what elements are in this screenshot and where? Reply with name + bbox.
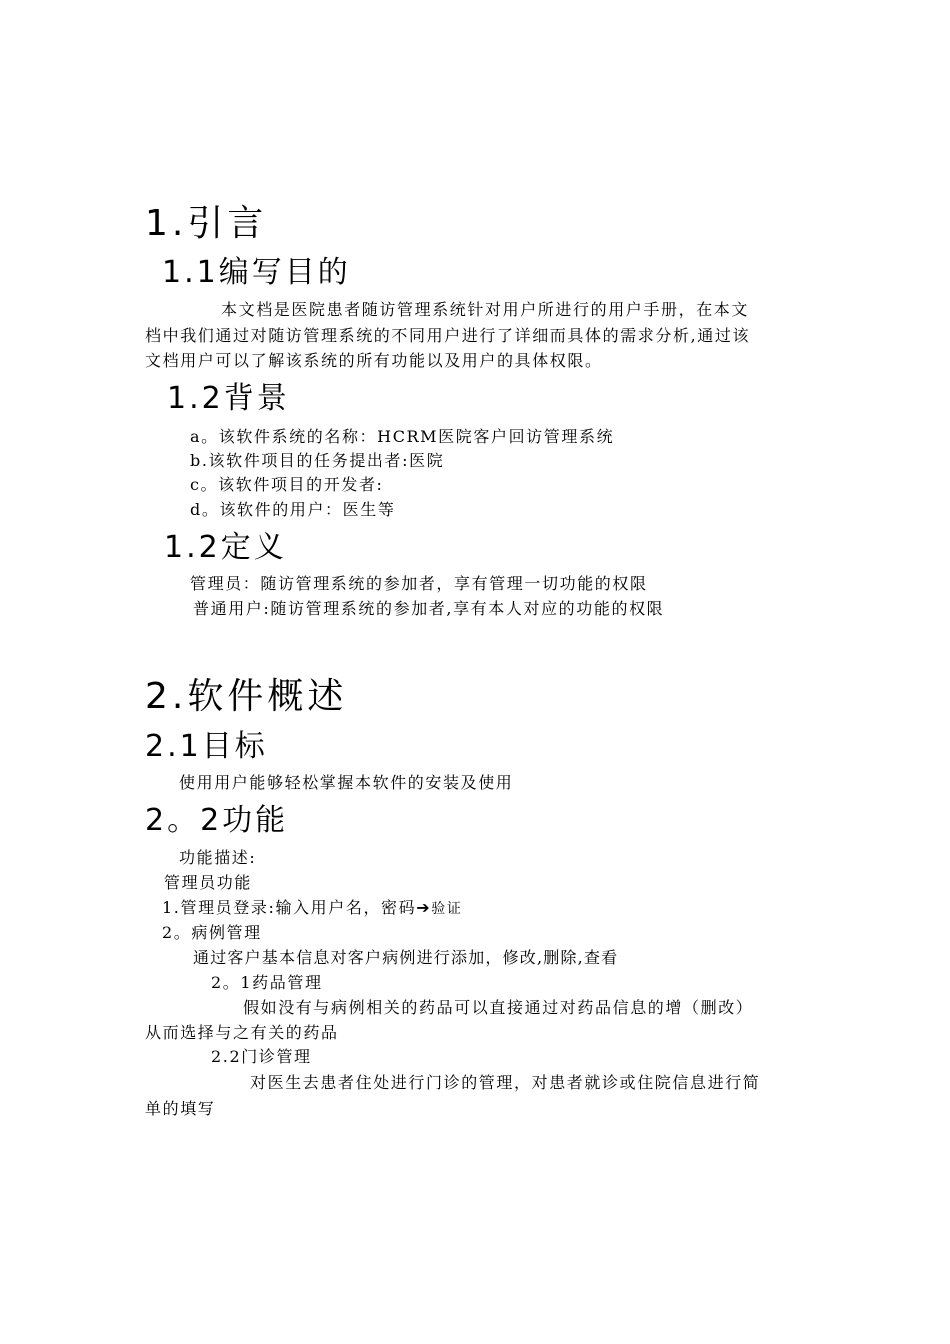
background-item-a: a。该软件系统的名称：HCRM医院客户回访管理系统 — [190, 427, 615, 446]
clinic-management-line-2: 单的填写 — [145, 1099, 216, 1118]
drug-management-title: 2。1药品管理 — [211, 973, 323, 992]
section-2-2-heading: 2。2功能 — [145, 803, 289, 838]
admin-login-item — [162, 900, 462, 916]
purpose-paragraph-line-2: 档中我们通过对随访管理系统的不同用户进行了详细而具体的需求分析,通过该 — [145, 326, 751, 345]
purpose-paragraph-line-1: 本文档是医院患者随访管理系统针对用户所进行的用户手册，在本文 — [221, 300, 750, 319]
background-item-b: b.该软件项目的任务提出者:医院 — [190, 451, 445, 470]
right-arrow-icon: ➔ — [416, 898, 432, 917]
purpose-paragraph-line-3: 文档用户可以了解该系统的所有功能以及用户的具体权限。 — [145, 351, 603, 370]
section-1-2-definition-heading: 1.2定义 — [164, 530, 287, 565]
definition-admin: 管理员：随访管理系统的参加者，享有管理一切功能的权限 — [190, 574, 648, 593]
admin-login-verify: 验证 — [431, 901, 463, 917]
section-2-heading: 2.软件概述 — [145, 676, 348, 717]
background-item-c: c。该软件项目的开发者: — [190, 475, 384, 494]
section-2-1-heading: 2.1目标 — [145, 729, 268, 764]
admin-login-text: 1.管理员登录:输入用户名，密码 — [162, 898, 417, 917]
function-description-label: 功能描述: — [179, 848, 257, 867]
background-item-d: d。该软件的用户：医生等 — [190, 500, 396, 519]
clinic-management-line-1: 对医生去患者住处进行门诊的管理，对患者就诊或住院信息进行简 — [250, 1073, 761, 1092]
drug-management-line-1: 假如没有与病例相关的药品可以直接通过对药品信息的增（删改） — [243, 998, 754, 1017]
case-management-text: 通过客户基本信息对客户病例进行添加，修改,删除,查看 — [193, 948, 619, 967]
definition-normal-user: 普通用户:随访管理系统的参加者,享有本人对应的功能的权限 — [193, 599, 665, 618]
admin-functions-label: 管理员功能 — [164, 873, 253, 892]
case-management-item: 2。病例管理 — [162, 923, 262, 942]
section-1-1-heading: 1.1编写目的 — [162, 255, 351, 290]
section-1-2-background-heading: 1.2背景 — [167, 381, 290, 416]
clinic-management-title: 2.2门诊管理 — [211, 1047, 312, 1066]
section-1-heading: 1.引言 — [145, 203, 268, 244]
goal-text: 使用用户能够轻松掌握本软件的安装及使用 — [179, 773, 514, 792]
drug-management-line-2: 从而选择与之有关的药品 — [145, 1023, 339, 1042]
